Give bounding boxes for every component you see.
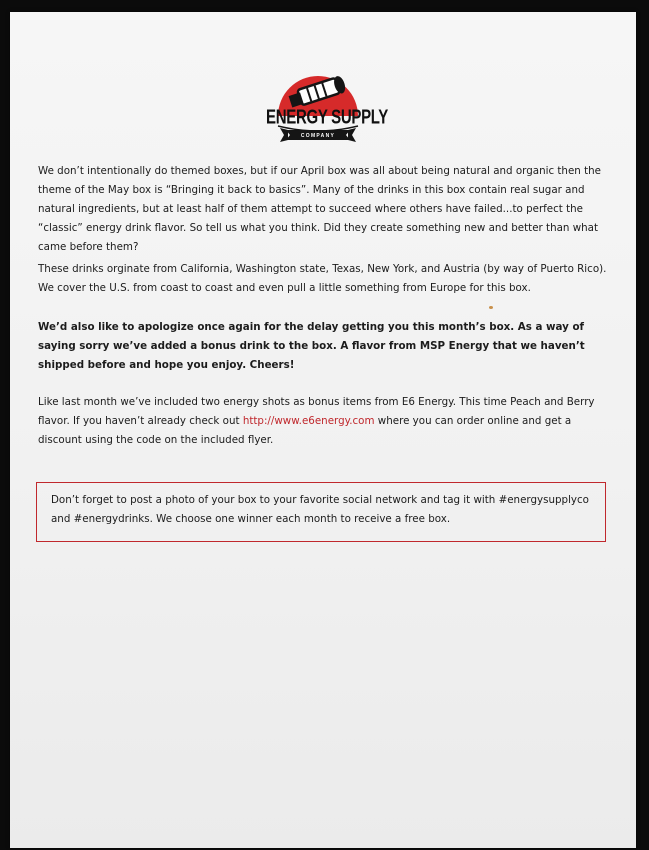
energy-supply-logo [266,68,388,154]
intro-paragraph: We don’t intentionally do themed boxes, but if our April box was all about being natural and organic then the theme of the May box is “Bringing it back to basics”. Many of the drinks in this box contain real sugar and natural ingredients, but at least half of them attempt to succeed where others have failed...to perfect the “classic” energy drink flavor. So tell us what you think. Did they create something new and better than what came before them? [38,165,601,253]
logo-title: ENERGY SUPPLY [266,106,388,129]
e6-text-before: Like last month we’ve included two energy shots as bonus items from E6 Energy. This time Peach and Berry flavor. If you haven’t already check out [38,396,595,427]
e6-text-after: where you can order online and get a discount using the code on the included flyer. [38,415,572,446]
social-notice-box [36,482,606,542]
apology-paragraph: We’d also like to apologize once again for the delay getting you this month’s box. As a way of saying sorry we’ve added a bonus drink to the box. A flavor from MSP Energy that we haven’t shipped before and hope you enjoy. Cheers! [38,321,585,371]
logo-subtitle: COMPANY [300,133,336,139]
paper-speck [489,306,493,309]
e6-paragraph [38,393,608,450]
letter-page [10,12,636,848]
origins-paragraph: These drinks orginate from California, Washington state, Texas, New York, and Austria (by way of Puerto Rico). We cover the U.S. from coast to coast and even pull a little something from Europe for this box. [38,263,607,294]
e6-website-link[interactable]: http://www.e6energy.com [242,415,375,427]
social-notice-text: Don’t forget to post a photo of your box to your favorite social network and tag it with #energysupplyco and #energydrinks. We choose one winner each month to receive a free box. [51,494,589,525]
